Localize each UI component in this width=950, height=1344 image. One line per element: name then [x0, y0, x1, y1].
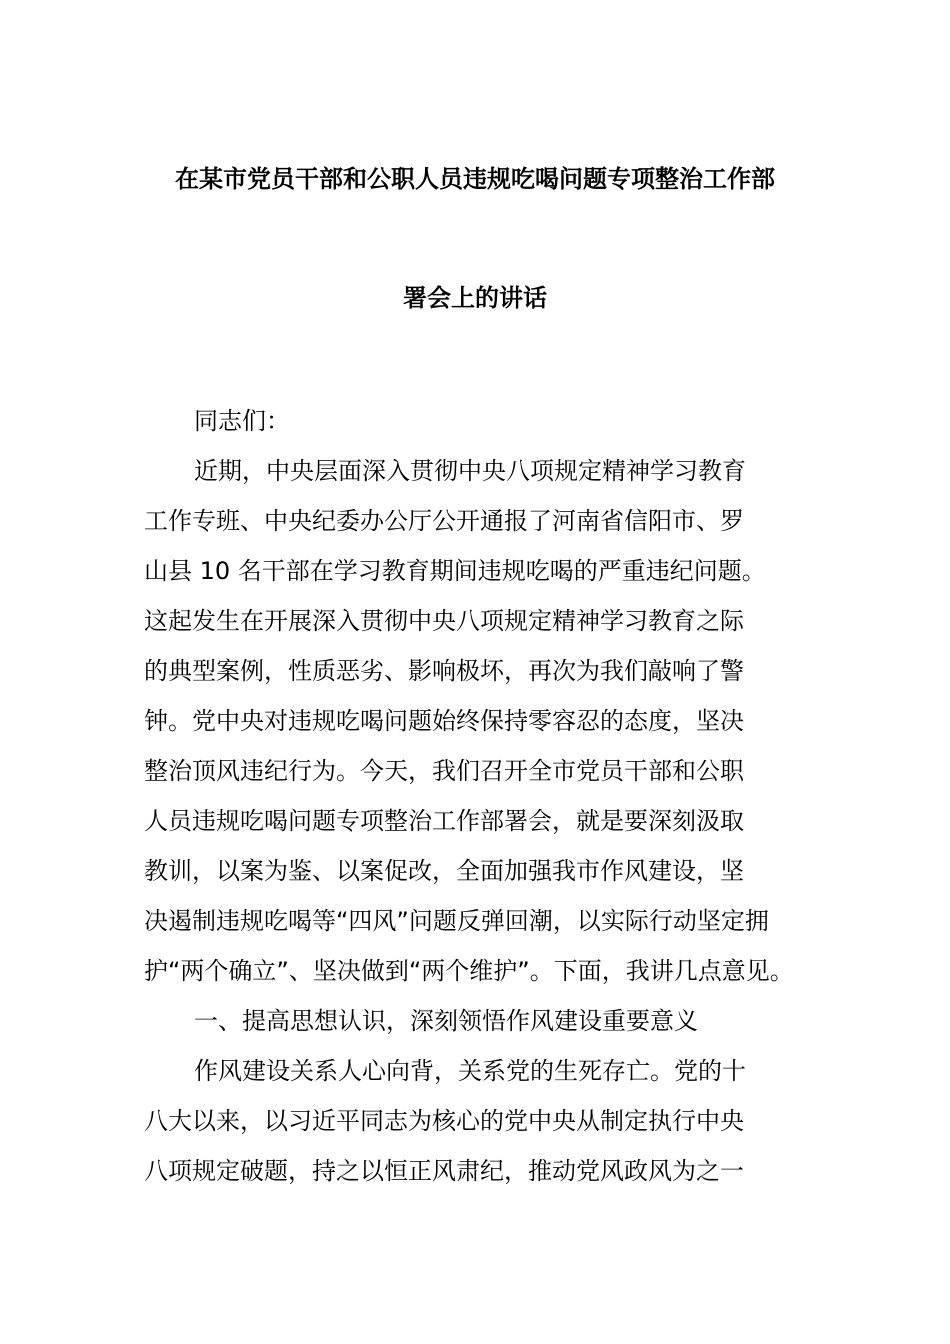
document-title-line-2: 署会上的讲话 — [403, 284, 547, 312]
paragraph-line: 八大以来，以习近平同志为核心的党中央从制定执行中央 — [144, 1107, 744, 1135]
paragraph-line: 决遏制违规吃喝等“四风”问题反弹回潮，以实际行动坚定拥 — [144, 907, 769, 935]
paragraph-line: 这起发生在开展深入贯彻中央八项规定精神学习教育之际 — [144, 607, 744, 635]
paragraph-line: 人员违规吃喝问题专项整治工作部署会，就是要深刻汲取 — [144, 807, 744, 835]
paragraph-line: 护“两个确立”、坚决做到“两个维护”。下面，我讲几点意见。 — [144, 957, 794, 985]
paragraph-line: 的典型案例，性质恶劣、影响极坏，再次为我们敲响了警 — [144, 657, 744, 685]
paragraph-line: 八项规定破题，持之以恒正风肃纪，推动党风政风为之一 — [144, 1157, 744, 1185]
paragraph-line: 作风建设关系人心向背，关系党的生死存亡。党的十 — [194, 1057, 746, 1085]
paragraph-line: 整治顶风违纪行为。今天，我们召开全市党员干部和公职 — [144, 757, 744, 785]
document-title-line-1: 在某市党员干部和公职人员违规吃喝问题专项整治工作部 — [175, 165, 775, 193]
salutation: 同志们： — [194, 407, 290, 435]
paragraph-line: 教训，以案为鉴、以案促改，全面加强我市作风建设，坚 — [144, 857, 744, 885]
paragraph-line: 近期，中央层面深入贯彻中央八项规定精神学习教育 — [194, 457, 746, 485]
paragraph-line: 工作专班、中央纪委办公厅公开通报了河南省信阳市、罗 — [144, 507, 744, 535]
section-heading: 一、提高思想认识，深刻领悟作风建设重要意义 — [194, 1007, 698, 1035]
paragraph-line: 钟。党中央对违规吃喝问题始终保持零容忍的态度，坚决 — [144, 707, 744, 735]
paragraph-line: 山县 10 名干部在学习教育期间违规吃喝的严重违纪问题。 — [144, 557, 766, 585]
